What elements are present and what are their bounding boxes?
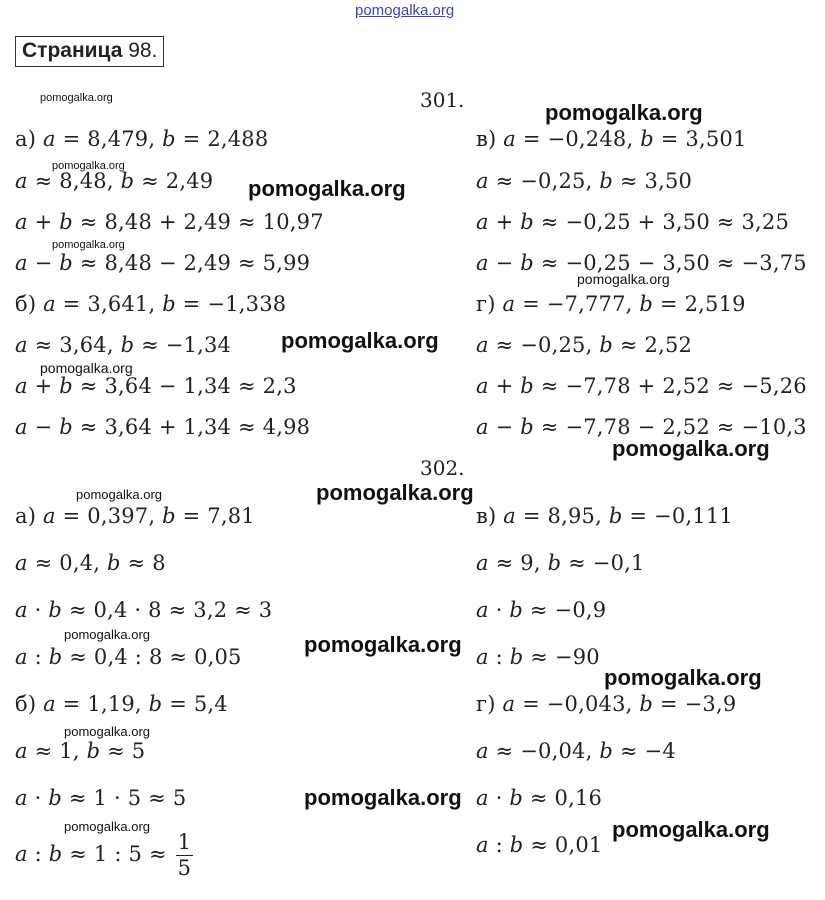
- p302-left-line: 𝑎 · 𝑏 ≈ 1 · 5 ≈ 5: [15, 786, 187, 810]
- p301-right-line: 𝑎 ≈ −0,25, 𝑏 ≈ 3,50: [476, 169, 693, 193]
- p302-right-line: 𝑎 : 𝑏 ≈ 0,01: [476, 833, 603, 857]
- p301-right-line: 𝑎 − 𝑏 ≈ −7,78 − 2,52 ≈ −10,3: [476, 415, 807, 439]
- p301-right-line: 𝑎 ≈ −0,25, 𝑏 ≈ 2,52: [476, 333, 693, 357]
- watermark: pomogalka.org: [76, 487, 162, 502]
- page-title: [15, 36, 164, 67]
- watermark: pomogalka.org: [64, 819, 150, 834]
- page-title-word: Страница: [22, 39, 123, 62]
- problem-number-302: 302.: [420, 456, 465, 480]
- p301-left-line: 𝑎 + 𝑏 ≈ 8,48 + 2,49 ≈ 10,97: [15, 210, 324, 234]
- problem-number-301: 301.: [420, 88, 465, 112]
- fraction: [176, 832, 194, 879]
- page-number: 98.: [128, 39, 158, 62]
- p301-left-line: 𝑎 ≈ 8,48, 𝑏 ≈ 2,49: [15, 169, 214, 193]
- watermark: pomogalka.org: [545, 100, 703, 125]
- watermark: pomogalka.org: [577, 271, 670, 287]
- p302-left-line: 𝑎 · 𝑏 ≈ 0,4 · 8 ≈ 3,2 ≈ 3: [15, 598, 273, 622]
- p302-left-line-fraction: [15, 832, 193, 879]
- p302-left-line: 𝑎 ≈ 0,4, 𝑏 ≈ 8: [15, 551, 166, 575]
- p302-right-line: в) 𝑎 = 8,95, 𝑏 = −0,111: [476, 504, 733, 528]
- p301-left-line: 𝑎 − 𝑏 ≈ 8,48 − 2,49 ≈ 5,99: [15, 251, 311, 275]
- fraction-numerator: 1: [177, 830, 192, 854]
- watermark: pomogalka.org: [612, 817, 770, 842]
- p301-right-line: в) 𝑎 = −0,248, 𝑏 = 3,501: [476, 127, 747, 151]
- watermark: pomogalka.org: [304, 632, 462, 657]
- p301-right-line: 𝑎 + 𝑏 ≈ −7,78 + 2,52 ≈ −5,26: [476, 374, 807, 398]
- p301-left-line: б) 𝑎 = 3,641, 𝑏 = −1,338: [15, 292, 287, 316]
- p301-left-line: а) 𝑎 = 8,479, 𝑏 = 2,488: [15, 127, 269, 151]
- p302-left-line: б) 𝑎 = 1,19, 𝑏 = 5,4: [15, 692, 228, 716]
- watermark: pomogalka.org: [40, 92, 113, 104]
- p302-right-line: 𝑎 · 𝑏 ≈ 0,16: [476, 786, 603, 810]
- watermark: pomogalka.org: [40, 360, 133, 376]
- p301-right-line: 𝑎 − 𝑏 ≈ −0,25 − 3,50 ≈ −3,75: [476, 251, 807, 275]
- fraction-denominator: 5: [177, 856, 192, 880]
- p301-left-line: 𝑎 − 𝑏 ≈ 3,64 + 1,34 ≈ 4,98: [15, 415, 311, 439]
- p301-left-line: 𝑎 + 𝑏 ≈ 3,64 − 1,34 ≈ 2,3: [15, 374, 297, 398]
- watermark: pomogalka.org: [64, 627, 150, 642]
- watermark: pomogalka.org: [316, 480, 474, 505]
- p301-right-line: 𝑎 + 𝑏 ≈ −0,25 + 3,50 ≈ 3,25: [476, 210, 790, 234]
- p302-left-line: 𝑎 ≈ 1, 𝑏 ≈ 5: [15, 739, 146, 763]
- p302-right-line: 𝑎 ≈ 9, 𝑏 ≈ −0,1: [476, 551, 645, 575]
- p302-right-line: г) 𝑎 = −0,043, 𝑏 = −3,9: [476, 692, 737, 716]
- p301-right-line: г) 𝑎 = −7,777, 𝑏 = 2,519: [476, 292, 746, 316]
- watermark: pomogalka.org: [281, 328, 439, 353]
- p302-right-line: 𝑎 : 𝑏 ≈ −90: [476, 645, 600, 669]
- p302-right-line: 𝑎 · 𝑏 ≈ −0,9: [476, 598, 607, 622]
- watermark: pomogalka.org: [604, 665, 762, 690]
- watermark: pomogalka.org: [52, 239, 125, 251]
- p302-right-line: 𝑎 ≈ −0,04, 𝑏 ≈ −4: [476, 739, 676, 763]
- p302-left-line: а) 𝑎 = 0,397, 𝑏 = 7,81: [15, 504, 255, 528]
- watermark: pomogalka.org: [248, 176, 406, 201]
- watermark-top[interactable]: pomogalka.org: [355, 2, 455, 19]
- p301-left-line: 𝑎 ≈ 3,64, 𝑏 ≈ −1,34: [15, 333, 232, 357]
- watermark: pomogalka.org: [64, 724, 150, 739]
- p302-left-line: 𝑎 : 𝑏 ≈ 0,4 : 8 ≈ 0,05: [15, 645, 242, 669]
- watermark: pomogalka.org: [304, 785, 462, 810]
- watermark: pomogalka.org: [52, 160, 125, 172]
- p302-left-last-text: 𝑎 : 𝑏 ≈ 1 : 5 ≈: [15, 842, 167, 866]
- watermark: pomogalka.org: [612, 436, 770, 461]
